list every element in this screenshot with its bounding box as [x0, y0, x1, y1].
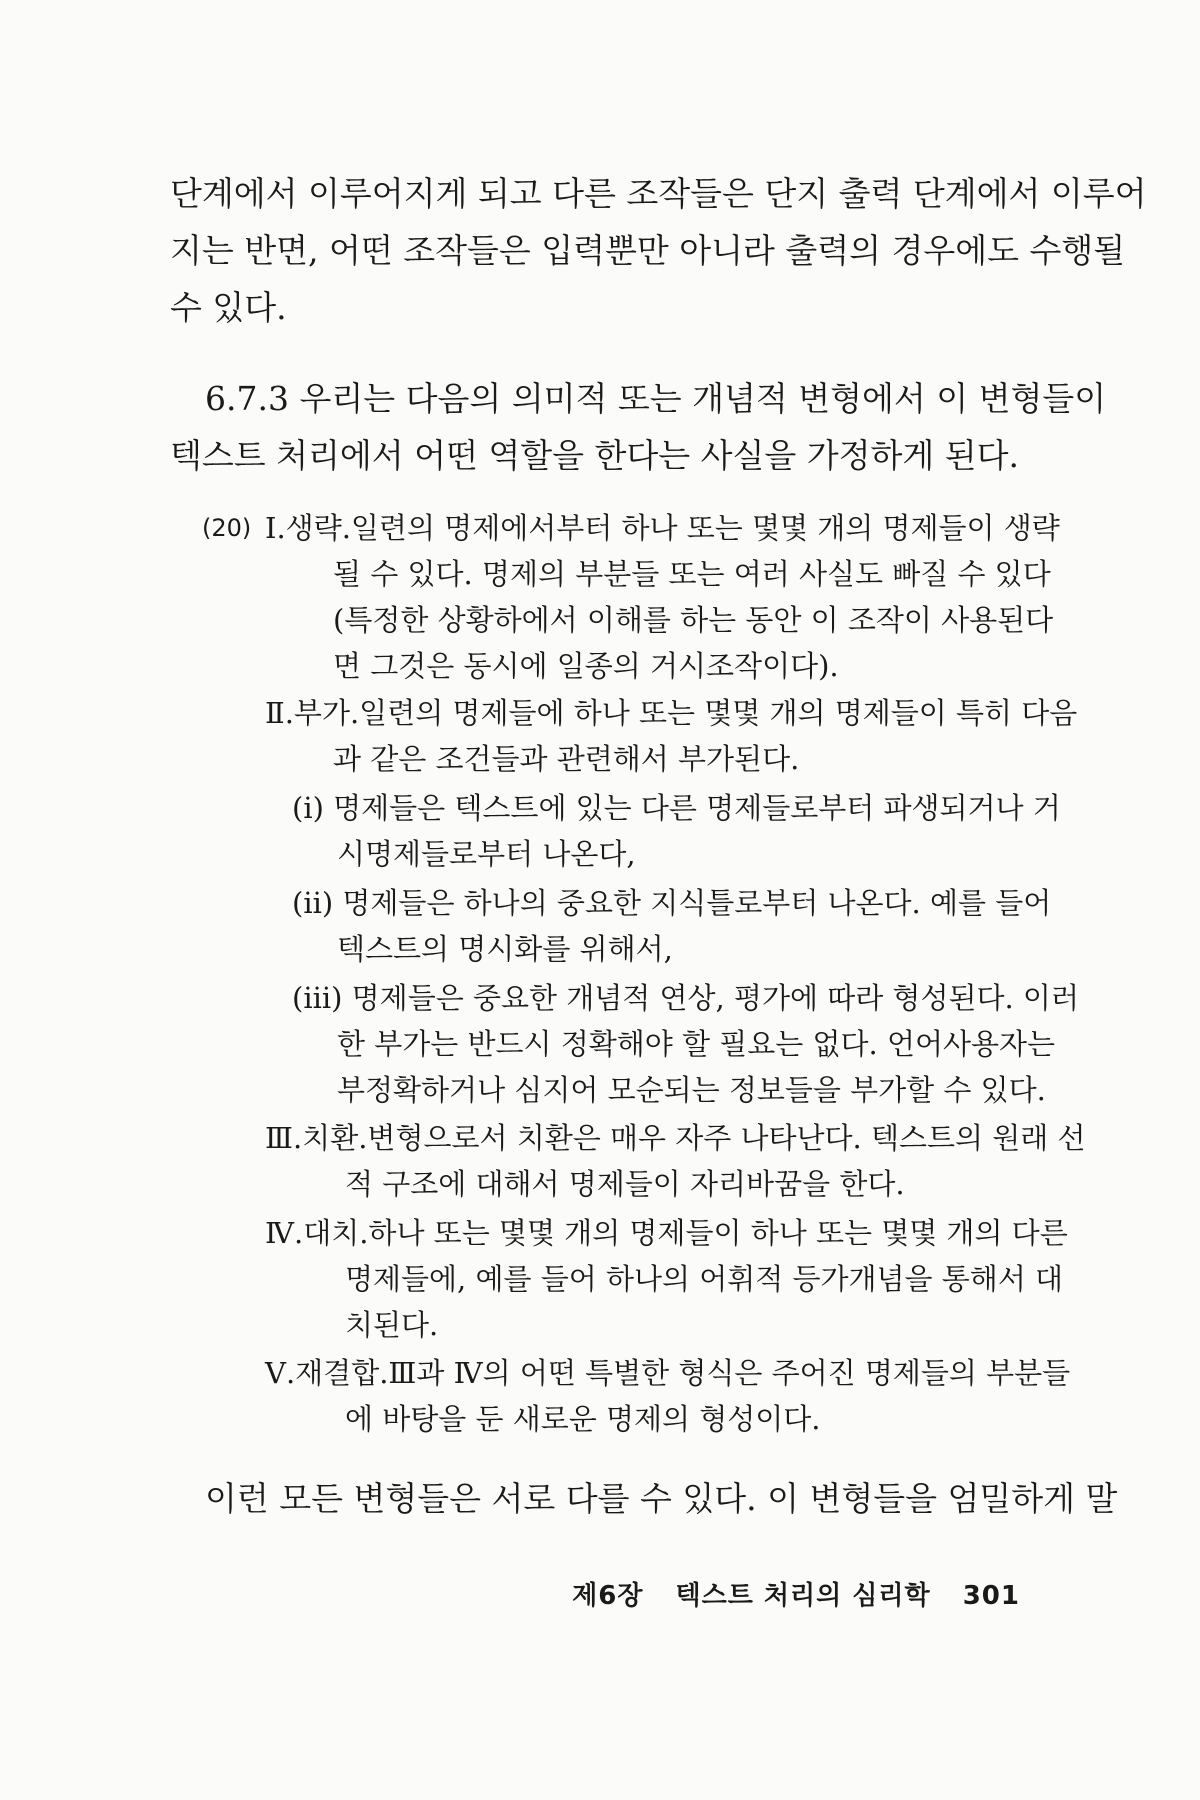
text-line: (ii) 명제들은 하나의 중요한 지식틀로부터 나온다. 예를 들어 [292, 886, 1052, 920]
sub-item-i [292, 785, 1061, 877]
chapter-label: 제6장 [572, 1581, 644, 1611]
text-line: 한 부가는 반드시 정확해야 할 필요는 없다. 언어사용자는 [337, 1027, 1056, 1061]
section-heading-line: 6.7.3 우리는 다음의 의미적 또는 개념적 변형에서 이 변형들이 [205, 379, 1107, 418]
text-line: 텍스트 처리에서 어떤 역할을 한다는 사실을 가정하게 된다. [170, 436, 1019, 475]
text-line: 시명제들로부터 나온다, [337, 837, 636, 871]
text-line: 에 바탕을 둔 새로운 명제의 형성이다. [345, 1402, 821, 1436]
sub-item-iii [292, 975, 1079, 1113]
text-line: 적 구조에 대해서 명제들이 자리바꿈을 한다. [345, 1167, 905, 1201]
example-number: (20) [202, 514, 252, 542]
page-number: 301 [962, 1581, 1020, 1611]
text-line: 될 수 있다. 명제의 부분들 또는 여러 사실도 빠질 수 있다 [333, 557, 1051, 591]
text-line: 텍스트의 명시화를 위해서, [337, 932, 673, 966]
text-line: 단계에서 이루어지게 되고 다른 조작들은 단지 출력 단계에서 이루어 [170, 174, 1147, 213]
text-line: 치된다. [345, 1308, 439, 1342]
text-line: (i) 명제들은 텍스트에 있는 다른 명제들로부터 파생되거나 거 [292, 791, 1061, 825]
closing-paragraph [205, 1470, 1118, 1527]
text-line: 과 같은 조건들과 관련해서 부가된다. [333, 742, 800, 776]
intro-paragraph [170, 165, 1147, 336]
text-line: Ⅳ.대치.하나 또는 몇몇 개의 명제들이 하나 또는 몇몇 개의 다른 [265, 1216, 1068, 1250]
running-footer [550, 1575, 1020, 1612]
chapter-title: 텍스트 처리의 심리학 [675, 1581, 931, 1611]
list-item-addition [265, 690, 1078, 782]
list-item-substitution [265, 1210, 1068, 1348]
list-item-omission [265, 505, 1060, 689]
text-line: Ⅴ.재결합.Ⅲ과 Ⅳ의 어떤 특별한 형식은 주어진 명제들의 부분들 [265, 1356, 1071, 1390]
text-line: 이런 모든 변형들은 서로 다를 수 있다. 이 변형들을 엄밀하게 말 [205, 1479, 1118, 1518]
text-line: Ⅲ.치환.변형으로서 치환은 매우 자주 나타난다. 텍스트의 원래 선 [265, 1121, 1086, 1155]
text-line: (iii) 명제들은 중요한 개념적 연상, 평가에 따라 형성된다. 이러 [292, 981, 1079, 1015]
list-item-recombination [265, 1350, 1071, 1442]
text-line: 부정확하거나 심지어 모순되는 정보들을 부가할 수 있다. [337, 1073, 1046, 1107]
list-item-permutation [265, 1115, 1086, 1207]
text-line: 명제들에, 예를 들어 하나의 어휘적 등가개념을 통해서 대 [345, 1262, 1064, 1296]
text-line: 면 그것은 동시에 일종의 거시조작이다). [333, 649, 839, 683]
text-line: Ⅰ.생략.일련의 명제에서부터 하나 또는 몇몇 개의 명제들이 생략 [265, 511, 1060, 545]
text-line: (특정한 상황하에서 이해를 하는 동안 이 조작이 사용된다 [333, 603, 1054, 637]
text-line: Ⅱ.부가.일련의 명제들에 하나 또는 몇몇 개의 명제들이 특히 다음 [265, 696, 1078, 730]
section-paragraph [170, 370, 1107, 484]
text-line: 지는 반면, 어떤 조작들은 입력뿐만 아니라 출력의 경우에도 수행될 [170, 231, 1126, 270]
text-line: 수 있다. [170, 288, 287, 327]
sub-item-ii [292, 880, 1050, 972]
